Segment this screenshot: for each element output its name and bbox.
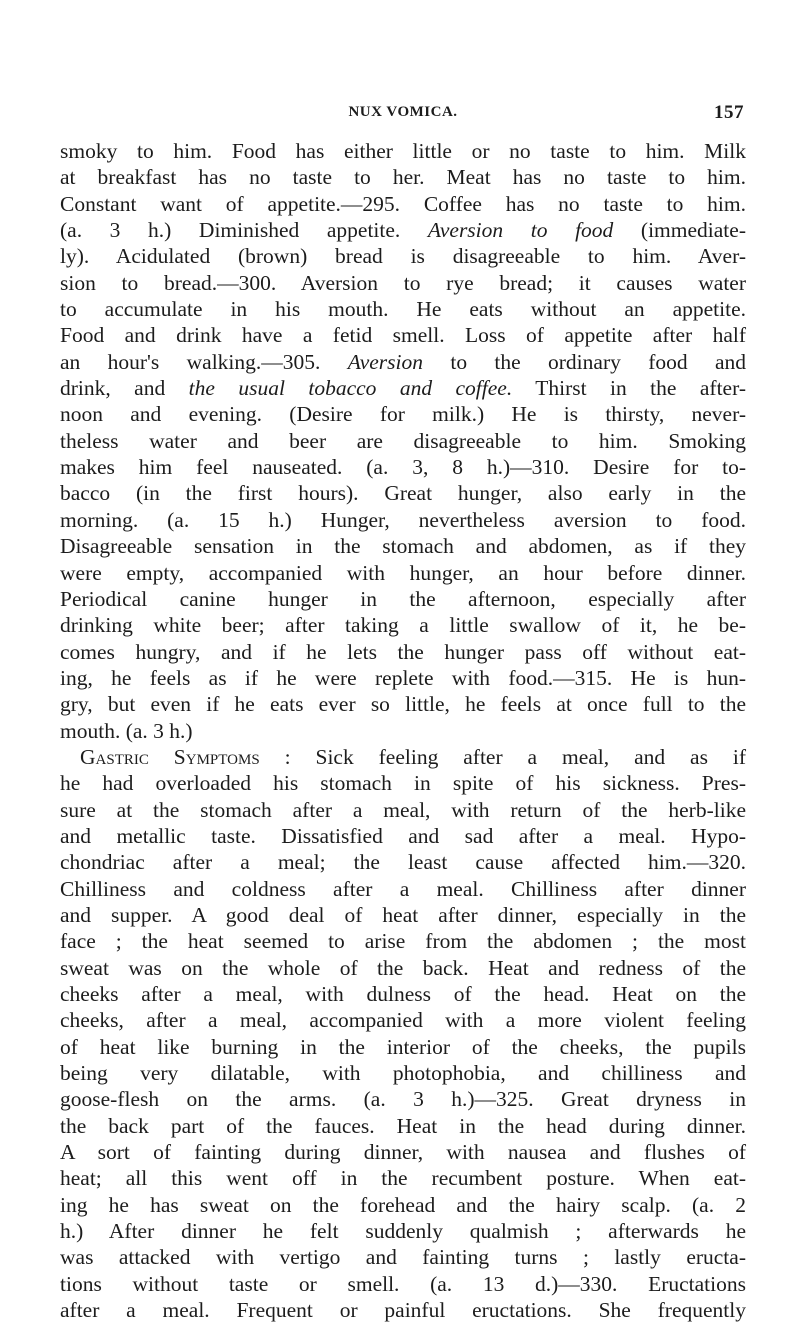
page-number: 157 bbox=[714, 102, 744, 123]
text-line: drinking white beer; after taking a little swallow of it, he be- bbox=[60, 613, 746, 638]
text-line: Food and drink have a fetid smell. Loss of appetite after half bbox=[60, 323, 746, 348]
text-line: and metallic taste. Dissatisfied and sad after a meal. Hypo- bbox=[60, 823, 746, 848]
text-line bbox=[60, 217, 746, 243]
text-line: and supper. A good deal of heat after dinner, especially in the bbox=[60, 902, 746, 927]
text-line: was attacked with vertigo and fainting turns ; lastly eructa- bbox=[60, 1245, 746, 1270]
text-line: makes him feel nauseated. (a. 3, 8 h.)—310. Desire for to- bbox=[60, 455, 746, 480]
text-line bbox=[60, 375, 746, 401]
text-fragment: Thirst in the after- bbox=[512, 376, 746, 401]
text-line: smoky to him. Food has either little or no taste to him. Milk bbox=[60, 139, 746, 163]
text-line: chondriac after a meal; the least cause affected him.—320. bbox=[60, 850, 746, 875]
section-heading-line bbox=[60, 744, 746, 770]
text-line: sweat was on the whole of the back. Heat and redness of the bbox=[60, 955, 746, 980]
text-line: Constant want of appetite.—295. Coffee has no taste to him. bbox=[60, 191, 746, 216]
text-line: cheeks, after a meal, accompanied with a more violent feeling bbox=[60, 1008, 746, 1033]
text-fragment: an hour's walking.—305. bbox=[60, 349, 348, 374]
text-line: cheeks after a meal, with dulness of the head. Heat on the bbox=[60, 982, 746, 1006]
text-line: Disagreeable sensation in the stomach and abdomen, as if they bbox=[60, 534, 746, 559]
running-head bbox=[60, 98, 746, 128]
text-line: Chilliness and coldness after a meal. Chilliness after dinner bbox=[60, 876, 746, 901]
text-fragment: (immediate- bbox=[613, 218, 746, 243]
text-line: tions without taste or smell. (a. 13 d.)—330. Eructations bbox=[60, 1271, 746, 1296]
text-line: morning. (a. 15 h.) Hunger, nevertheless aversion to food. bbox=[60, 507, 746, 532]
text-line: ing, he feels as if he were replete with food.—315. He is hun- bbox=[60, 665, 746, 690]
text-fragment: drink, and bbox=[60, 376, 189, 401]
text-line: face ; the heat seemed to arise from the abdomen ; the most bbox=[60, 929, 746, 954]
text-line: mouth. (a. 3 h.) bbox=[60, 718, 193, 743]
text-fragment: to the ordinary food and bbox=[423, 349, 746, 374]
text-line: he had overloaded his stomach in spite of his sickness. Pres- bbox=[60, 771, 746, 796]
text-line: at breakfast has no taste to her. Meat has no taste to him. bbox=[60, 165, 746, 190]
italic-phrase: the usual tobacco and coffee. bbox=[188, 376, 513, 401]
text-line: the back part of the fauces. Heat in the head during dinner. bbox=[60, 1113, 746, 1138]
text-line: theless water and beer are disagreeable to him. Smoking bbox=[60, 428, 746, 453]
text-fragment: (a. 3 h.) Diminished appetite. bbox=[60, 218, 428, 243]
running-title: NUX VOMICA. bbox=[348, 104, 458, 120]
text-line: of heat like burning in the interior of the cheeks, the pupils bbox=[60, 1034, 746, 1059]
text-line: ing he has sweat on the forehead and the hairy scalp. (a. 2 bbox=[60, 1192, 746, 1217]
text-line: ly). Acidulated (brown) bread is disagreeable to him. Aver- bbox=[60, 244, 746, 269]
text-line: h.) After dinner he felt suddenly qualmish ; afterwards he bbox=[60, 1219, 746, 1244]
text-line: being very dilatable, with photophobia, and chilliness and bbox=[60, 1061, 746, 1086]
text-fragment: : Sick feeling after a meal, and as if bbox=[259, 744, 746, 769]
text-line: Periodical canine hunger in the afternoon, especially after bbox=[60, 586, 746, 611]
text-line: noon and evening. (Desire for milk.) He is thirsty, never- bbox=[60, 402, 746, 427]
text-line: bacco (in the first hours). Great hunger, also early in the bbox=[60, 481, 746, 506]
italic-phrase: Aversion to food bbox=[427, 218, 614, 243]
text-line: were empty, accompanied with hunger, an hour before dinner. bbox=[60, 560, 746, 585]
text-line: after a meal. Frequent or painful eructations. She frequently bbox=[60, 1298, 746, 1323]
text-line: heat; all this went off in the recumbent posture. When eat- bbox=[60, 1166, 746, 1191]
text-line: to accumulate in his mouth. He eats without an appetite. bbox=[60, 297, 746, 322]
body-text bbox=[60, 138, 746, 1323]
text-line: A sort of fainting during dinner, with nausea and flushes of bbox=[60, 1140, 746, 1165]
text-line: sion to bread.—300. Aversion to rye bread; it causes water bbox=[60, 270, 746, 295]
italic-phrase: Aversion bbox=[347, 349, 423, 374]
text-line: gry, but even if he eats ever so little, he feels at once full to the bbox=[60, 692, 746, 717]
text-line: comes hungry, and if he lets the hunger pass off without eat- bbox=[60, 639, 746, 664]
section-heading: Gastric Symptoms bbox=[80, 744, 260, 769]
book-page bbox=[60, 98, 746, 1323]
text-line bbox=[60, 349, 746, 375]
text-line: goose-flesh on the arms. (a. 3 h.)—325. Great dryness in bbox=[60, 1087, 746, 1112]
text-line: sure at the stomach after a meal, with return of the herb-like bbox=[60, 797, 746, 822]
